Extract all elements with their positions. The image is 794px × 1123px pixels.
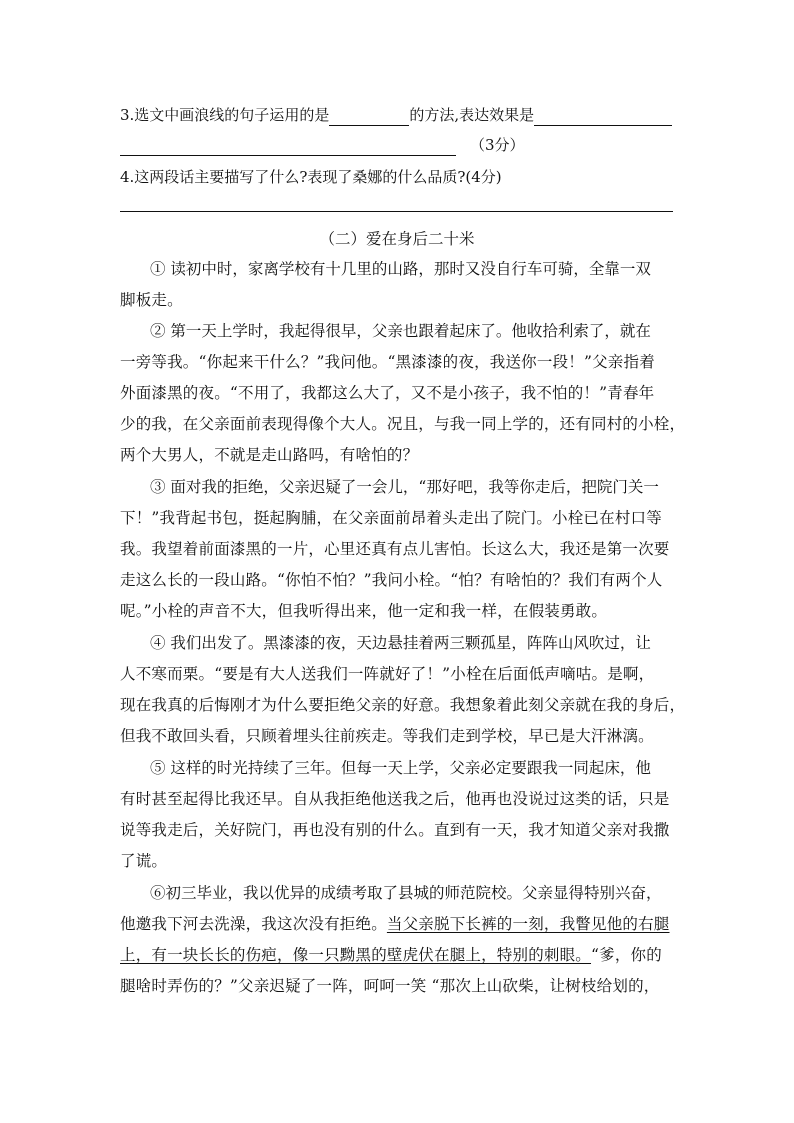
article-line: 但我不敢回头看，只顾着埋头往前疾走。等我们走到学校，早已是大汗淋漓。 bbox=[120, 727, 654, 745]
article-line: 呢。”小栓的声音不大，但我听得出来，他一定和我一样，在假装勇敢。 bbox=[120, 602, 608, 620]
question-4-answer-line[interactable] bbox=[120, 211, 673, 212]
article-line: 我。我望着前面漆黑的一片，心里还真有点儿害怕。长这么大，我还是第一次要 bbox=[120, 540, 670, 558]
article-line: 走这么长的一段山路。“你怕不怕？”我问小栓。“怕？有啥怕的？我们有两个人 bbox=[120, 571, 663, 589]
article-line: ③ 面对我的拒绝，父亲迟疑了一会儿，“那好吧，我等你走后，把院门关一 bbox=[150, 478, 659, 496]
question-3-blank-2[interactable] bbox=[534, 109, 672, 126]
article-line: 下！”我背起书包，挺起胸脯，在父亲面前昂着头走出了院门。小栓已在村口等 bbox=[120, 509, 662, 527]
article-line bbox=[120, 913, 673, 935]
question-3-blank-3[interactable] bbox=[120, 139, 456, 156]
question-3-line-1 bbox=[120, 104, 672, 126]
article-line: 外面漆黑的夜。“不用了，我都这么大了，又不是小孩子，我不怕的！”青春年 bbox=[120, 384, 655, 402]
article-line: 现在我真的后悔刚才为什么要拒绝父亲的好意。我想象着此刻父亲就在我的身后， bbox=[120, 696, 686, 714]
article-line-plain: 他邀我下河去洗澡，我这次没有拒绝。 bbox=[120, 915, 387, 933]
question-3-prompt-2: 的方法,表达效果是 bbox=[409, 106, 535, 124]
question-3-line-2 bbox=[120, 134, 525, 156]
article-line: 腿啥时弄伤的？”父亲迟疑了一阵，呵呵一笑 “那次上山砍柴，让树枝给划的， bbox=[120, 977, 660, 995]
article-line: 脚板走。 bbox=[120, 291, 183, 309]
article-line: ② 第一天上学时，我起得很早，父亲也跟着起床了。他收拾利索了，就在 bbox=[150, 322, 651, 340]
article-line: 两个大男人，不就是走山路吗，有啥怕的？ bbox=[120, 446, 419, 464]
article-line: 说等我走后，关好院门，再也没有别的什么。直到有一天，我才知道父亲对我撒 bbox=[120, 821, 670, 839]
question-3-blank-1[interactable] bbox=[329, 109, 409, 126]
article-title: （二）爱在身后二十米 bbox=[319, 230, 475, 248]
article-line: 人不寒而栗。“要是有大人送我们一阵就好了！”小栓在后面低声嘀咕。是啊， bbox=[120, 665, 655, 683]
underlined-sentence-part-1: 当父亲脱下长裤的一刻，我瞥见他的右腿 bbox=[386, 915, 670, 933]
question-3-prompt: 3.选文中画浪线的句子运用的是 bbox=[120, 106, 330, 124]
article-line: 了谎。 bbox=[120, 852, 168, 870]
article-line bbox=[120, 944, 673, 966]
article-line-plain: “爹，你的 bbox=[591, 946, 662, 964]
question-4-text: 4.这两段话主要描写了什么?表现了桑娜的什么品质?(4分) bbox=[120, 168, 502, 186]
article-line: ④ 我们出发了。黑漆漆的夜，天边悬挂着两三颗孤星，阵阵山风吹过，让 bbox=[150, 634, 651, 652]
article-line: ⑥初三毕业，我以优异的成绩考取了县城的师范院校。父亲显得特别兴奋， bbox=[150, 884, 662, 902]
article-line: 有时甚至起得比我还早。自从我拒绝他送我之后，他再也没说过这类的话，只是 bbox=[120, 790, 670, 808]
article-line: ① 读初中时，家离学校有十几里的山路，那时又没自行车可骑，全靠一双 bbox=[150, 260, 651, 278]
article-line: 一旁等我。“你起来干什么？”我问他。“黑漆漆的夜，我送你一段！”父亲指着 bbox=[120, 353, 655, 371]
underlined-sentence-part-2: 上，有一块长长的伤疤，像一只黝黑的壁虎伏在腿上，特别的刺眼。 bbox=[120, 946, 592, 964]
article-line: 少的我，在父亲面前表现得像个大人。况且，与我一同上学的，还有同村的小栓， bbox=[120, 415, 686, 433]
question-3-score: （3分） bbox=[470, 136, 525, 154]
article-line: ⑤ 这样的时光持续了三年。但每一天上学，父亲必定要跟我一同起床，他 bbox=[150, 759, 651, 777]
